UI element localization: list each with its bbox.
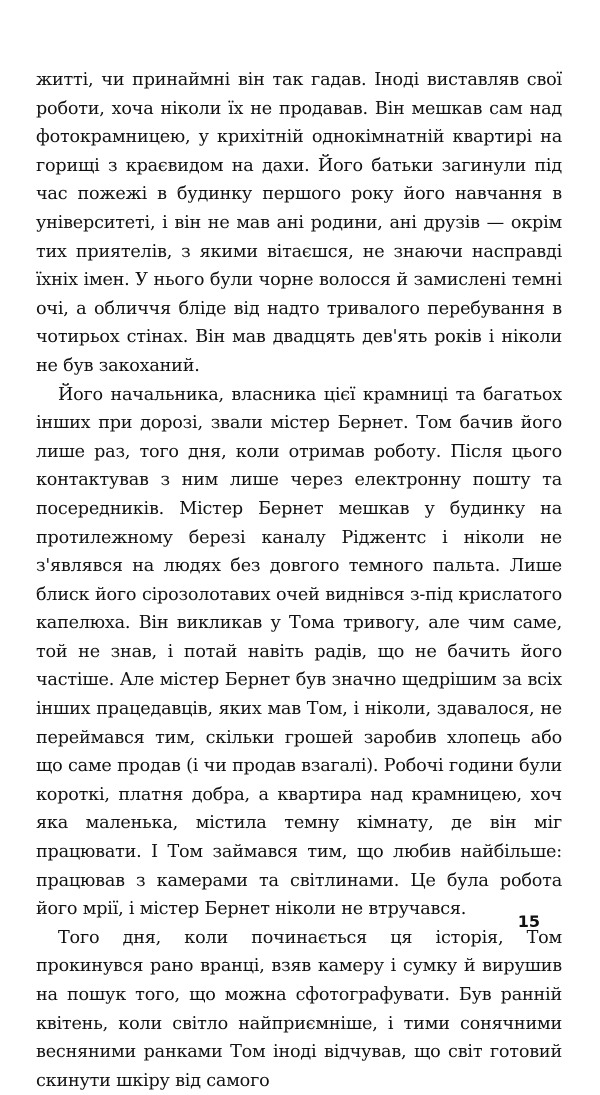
page-number: 15 xyxy=(517,912,540,931)
paragraph-1: житті, чи принаймні він так гадав. Іноді виставляв свої роботи, хоча ніколи їх не продавав. Він мешкав сам над фотокрамницею, у крихітній однокімнатній квартирі на горищі з краєвидом на дахи. Його батьки загинули під час пожежі в будинку першого року його навчання в університеті, і він не мав ані родини, ані друзів — окрім тих приятелів, з якими вітаєшся, не знаючи насправді їхніх імен. У нього були чорне волосся й замислені темні очі, а обличчя бліде від надто тривалого перебування в чотирьох стінах. Він мав двадцять дев'ять років і ніколи не був закоханий. xyxy=(36,70,562,376)
paragraph-2: Його начальника, власника цієї крамниці та багатьох інших при дорозі, звали містер Бернет. Том бачив його лише раз, того дня, коли отримав роботу. Після цього контактував з ним лише через електронну пошту та посередників. Містер Бернет мешкав у будинку на протилежному березі каналу Ріджентс і ніколи не з'являвся на людях без довгого темного пальта. Лише блиск його сірозолотавих очей виднівся з-під крислатого капелюха. Він викликав у Тома тривогу, але чим саме, той не знав, і потай навіть радів, що не бачить його частіше. Але містер Бернет був значно щедрішим за всіх інших працедавців, яких мав Том, і ніколи, здавалося, не переймався тим, скільки грошей заробив хлопець або що саме продав (і чи продав взагалі). Робочі години були короткі, платня добра, а квартира над крамницею, хоч яка маленька, містила темну кімнату, де він міг працювати. І Том займався тим, що любив найбільше: працював з камерами та світлинами. Це була робота його мрії, і містер Бернет ніколи не втручався. xyxy=(36,384,562,920)
page-body xyxy=(36,66,562,1095)
paragraph-3: Того дня, коли починається ця історія, Том прокинувся рано вранці, взяв камеру і сумку й вирушив на пошук того, що можна сфотографувати. Був ранній квітень, коли світло найприємніше, і тими сонячними весняними ранками Том іноді відчував, що світ готовий скинути шкіру від самого xyxy=(36,927,562,1091)
